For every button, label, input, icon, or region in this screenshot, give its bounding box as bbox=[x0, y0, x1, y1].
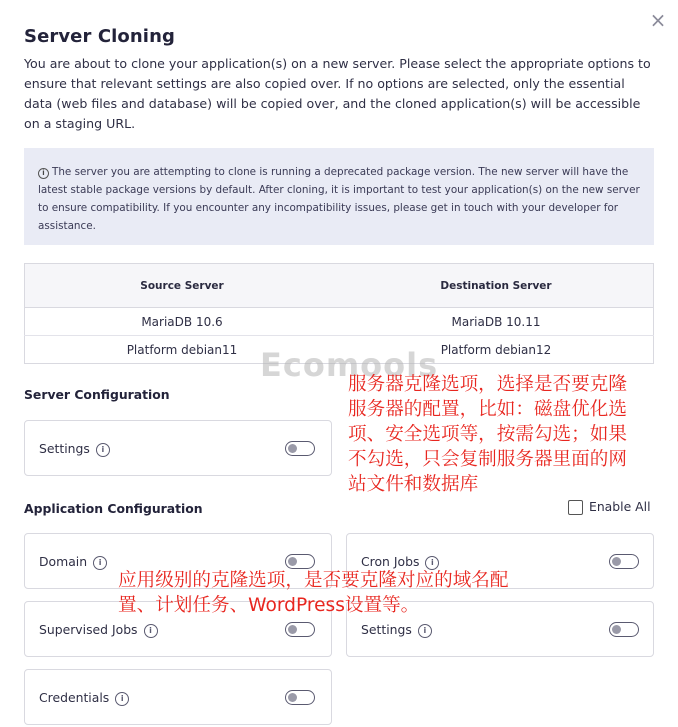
help-circle-icon[interactable]: i bbox=[425, 556, 439, 570]
supervised-jobs-toggle[interactable] bbox=[285, 622, 315, 637]
checkbox-icon[interactable] bbox=[568, 500, 583, 515]
source-platform: Platform debian11 bbox=[126, 342, 238, 357]
server-settings-card bbox=[24, 420, 332, 476]
domain-toggle[interactable] bbox=[285, 554, 315, 569]
app-config-heading: Application Configuration bbox=[24, 501, 203, 516]
enable-all-checkbox[interactable] bbox=[568, 499, 651, 515]
source-db-version: MariaDB 10.6 bbox=[25, 308, 340, 336]
watermark-logo: Ecomools bbox=[260, 346, 439, 384]
server-settings-toggle[interactable] bbox=[285, 441, 315, 456]
destination-db-version: MariaDB 10.11 bbox=[339, 308, 654, 336]
help-circle-icon[interactable]: i bbox=[96, 443, 110, 457]
supervised-jobs-label: Supervised Jobs i bbox=[39, 622, 158, 638]
app-config-annotation: 应用级别的克隆选项，是否要克隆对应的域名配 置、计划任务、WordPress设置等。 bbox=[118, 570, 509, 616]
help-circle-icon[interactable]: i bbox=[93, 556, 107, 570]
source-server-header: Source Server bbox=[25, 264, 340, 308]
destination-server-header: Destination Server bbox=[339, 264, 654, 308]
enable-all-label: Enable All bbox=[589, 499, 651, 514]
server-config-annotation: 服务器克隆选项，选择是否要克隆 服务器的配置，比如：磁盘优化选 项、安全选项等，按需勾选；如果 不勾选，只会复制服务器里面的网 站文件和数据库 bbox=[348, 374, 627, 495]
dialog-description: You are about to clone your application(s) on a new server. Please select the appropriate options to ensure that relevant settings are also copied over. If no options are selected, only the essential data (web files and database) will be copied over, and the cloned application(s) will be accessible on a staging URL. bbox=[24, 56, 651, 131]
help-circle-icon[interactable]: i bbox=[418, 624, 432, 638]
credentials-label: Credentials i bbox=[39, 690, 129, 706]
server-settings-label: Settings i bbox=[39, 441, 110, 457]
destination-platform: Platform debian12 bbox=[440, 342, 552, 357]
app-settings-label: Settings i bbox=[361, 622, 432, 638]
table-row bbox=[25, 308, 654, 336]
credentials-card bbox=[24, 669, 332, 725]
cron-jobs-toggle[interactable] bbox=[609, 554, 639, 569]
dialog-title: Server Cloning bbox=[24, 26, 175, 47]
server-config-heading: Server Configuration bbox=[24, 387, 170, 402]
help-circle-icon[interactable]: i bbox=[115, 692, 129, 706]
table-header-row bbox=[25, 264, 654, 308]
notice-text: The server you are attempting to clone is running a deprecated package version. The new server will have the latest stable package versions by default. After cloning, it is important to test your application(s) on the new server to ensure compatibility. If you encounter any incompatibility issues, please get in touch with your developer for assistance. bbox=[38, 166, 640, 232]
credentials-toggle[interactable] bbox=[285, 690, 315, 705]
info-icon: i bbox=[38, 168, 49, 179]
help-circle-icon[interactable]: i bbox=[144, 624, 158, 638]
domain-label: Domain i bbox=[39, 554, 107, 570]
close-icon[interactable]: × bbox=[649, 8, 667, 32]
cron-jobs-label: Cron Jobs i bbox=[361, 554, 439, 570]
app-settings-toggle[interactable] bbox=[609, 622, 639, 637]
deprecation-notice bbox=[24, 148, 654, 245]
